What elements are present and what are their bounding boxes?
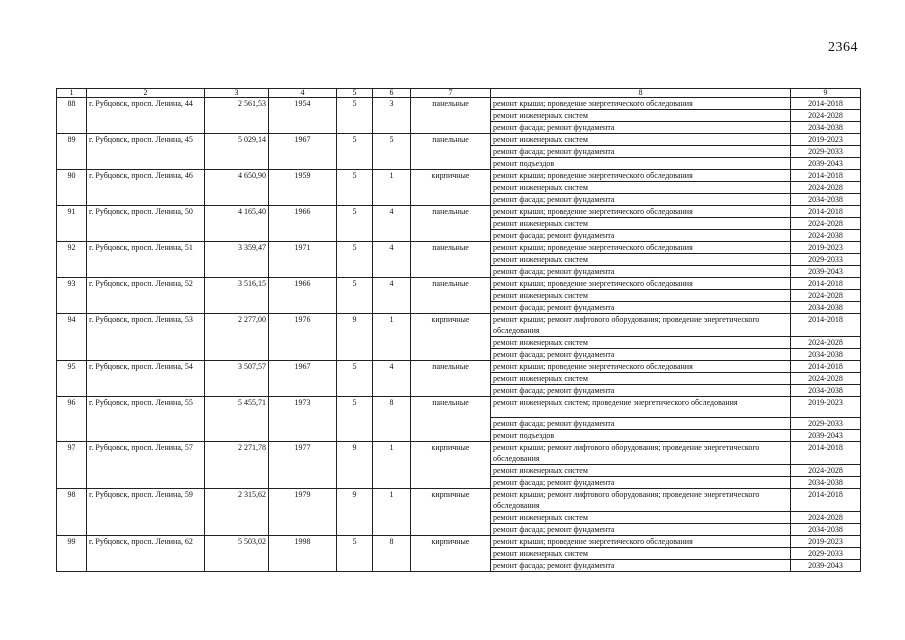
building-address: г. Рубцовск, просп. Ленина, 51 [87,242,205,278]
row-number: 92 [57,242,87,278]
repair-works: ремонт крыши; проведение энергетического обследования [491,536,791,548]
build-year: 1966 [269,206,337,242]
repair-works: ремонт крыши; ремонт лифтового оборудования; проведение энергетического обследования [491,489,791,512]
repair-works: ремонт фасада; ремонт фундамента [491,266,791,278]
build-year: 1998 [269,536,337,572]
col-header: 4 [269,89,337,98]
col-header: 6 [373,89,411,98]
repair-works: ремонт инженерных систем [491,465,791,477]
table-row [57,134,861,146]
wall-material: панельные [411,278,491,314]
repair-period: 2039-2043 [791,266,861,278]
repair-period: 2024-2028 [791,218,861,230]
build-year: 1979 [269,489,337,536]
repair-works: ремонт крыши; ремонт лифтового оборудования; проведение энергетического обследования [491,442,791,465]
entrance-count: 8 [373,536,411,572]
floor-count: 5 [337,134,373,170]
building-address: г. Рубцовск, просп. Ленина, 52 [87,278,205,314]
repair-works: ремонт инженерных систем [491,134,791,146]
building-area: 3 507,57 [205,361,269,397]
repair-works: ремонт инженерных систем [491,548,791,560]
repair-period: 2029-2033 [791,146,861,158]
repair-works: ремонт инженерных систем [491,337,791,349]
repair-works: ремонт фасада; ремонт фундамента [491,146,791,158]
table-row [57,314,861,337]
table-row [57,536,861,548]
entrance-count: 4 [373,361,411,397]
wall-material: панельные [411,397,491,442]
repair-period: 2034-2038 [791,194,861,206]
building-area: 5 029,14 [205,134,269,170]
repair-works: ремонт фасада; ремонт фундамента [491,302,791,314]
wall-material: кирпичные [411,170,491,206]
header-row [57,89,861,98]
build-year: 1966 [269,278,337,314]
repair-period: 2039-2043 [791,430,861,442]
table-row [57,206,861,218]
repair-works: ремонт инженерных систем; проведение энергетического обследования [491,397,791,418]
repair-works: ремонт подъездов [491,430,791,442]
repair-period: 2024-2028 [791,110,861,122]
repair-works: ремонт крыши; проведение энергетического обследования [491,206,791,218]
repair-period: 2014-2018 [791,98,861,110]
col-header: 8 [491,89,791,98]
building-address: г. Рубцовск, просп. Ленина, 54 [87,361,205,397]
building-address: г. Рубцовск, просп. Ленина, 55 [87,397,205,442]
repair-period: 2024-2028 [791,512,861,524]
building-area: 2 315,62 [205,489,269,536]
table-row [57,397,861,418]
row-number: 93 [57,278,87,314]
repair-works: ремонт подъездов [491,158,791,170]
entrance-count: 4 [373,278,411,314]
repair-works: ремонт фасада; ремонт фундамента [491,477,791,489]
entrance-count: 5 [373,134,411,170]
row-number: 95 [57,361,87,397]
entrance-count: 1 [373,442,411,489]
entrance-count: 3 [373,98,411,134]
repair-works: ремонт инженерных систем [491,182,791,194]
building-area: 4 650,90 [205,170,269,206]
table-body [57,98,861,572]
floor-count: 5 [337,536,373,572]
repair-works: ремонт фасада; ремонт фундамента [491,122,791,134]
repair-period: 2019-2023 [791,536,861,548]
repair-period: 2024-2028 [791,373,861,385]
repair-period: 2014-2018 [791,361,861,373]
page-number: 2364 [828,40,858,55]
repair-works: ремонт инженерных систем [491,254,791,266]
repair-works: ремонт крыши; проведение энергетического обследования [491,170,791,182]
repair-period: 2034-2038 [791,122,861,134]
repair-works: ремонт инженерных систем [491,512,791,524]
building-area: 4 165,40 [205,206,269,242]
repair-period: 2014-2018 [791,314,861,337]
floor-count: 9 [337,489,373,536]
build-year: 1959 [269,170,337,206]
repair-works: ремонт фасада; ремонт фундамента [491,194,791,206]
col-header: 7 [411,89,491,98]
table-row [57,278,861,290]
table-row [57,442,861,465]
wall-material: кирпичные [411,489,491,536]
repair-period: 2034-2038 [791,385,861,397]
wall-material: панельные [411,361,491,397]
repair-period: 2019-2023 [791,134,861,146]
repair-works: ремонт фасада; ремонт фундамента [491,560,791,572]
repair-period: 2014-2018 [791,442,861,465]
repair-period: 2029-2033 [791,548,861,560]
repair-period: 2029-2033 [791,254,861,266]
building-address: г. Рубцовск, просп. Ленина, 46 [87,170,205,206]
repair-period: 2024-2028 [791,465,861,477]
row-number: 96 [57,397,87,442]
table-row [57,242,861,254]
floor-count: 5 [337,361,373,397]
col-header: 5 [337,89,373,98]
repair-period: 2014-2018 [791,170,861,182]
build-year: 1973 [269,397,337,442]
building-area: 5 503,02 [205,536,269,572]
row-number: 90 [57,170,87,206]
building-area: 2 277,00 [205,314,269,361]
repair-period: 2029-2033 [791,418,861,430]
building-area: 5 455,71 [205,397,269,442]
entrance-count: 1 [373,489,411,536]
repair-period: 2034-2038 [791,524,861,536]
repair-works: ремонт фасада; ремонт фундамента [491,418,791,430]
building-address: г. Рубцовск, просп. Ленина, 57 [87,442,205,489]
build-year: 1971 [269,242,337,278]
repair-works: ремонт инженерных систем [491,110,791,122]
repair-period: 2034-2038 [791,302,861,314]
build-year: 1967 [269,361,337,397]
col-header: 2 [87,89,205,98]
wall-material: панельные [411,98,491,134]
repair-period: 2014-2018 [791,489,861,512]
floor-count: 5 [337,397,373,442]
wall-material: панельные [411,206,491,242]
row-number: 91 [57,206,87,242]
repair-works: ремонт фасада; ремонт фундамента [491,349,791,361]
row-number: 99 [57,536,87,572]
col-header: 9 [791,89,861,98]
repair-period: 2019-2023 [791,397,861,418]
entrance-count: 1 [373,170,411,206]
build-year: 1954 [269,98,337,134]
building-area: 2 271,78 [205,442,269,489]
entrance-count: 4 [373,206,411,242]
repair-period: 2024-2038 [791,230,861,242]
floor-count: 5 [337,98,373,134]
building-area: 3 359,47 [205,242,269,278]
entrance-count: 8 [373,397,411,442]
building-address: г. Рубцовск, просп. Ленина, 45 [87,134,205,170]
building-address: г. Рубцовск, просп. Ленина, 44 [87,98,205,134]
build-year: 1967 [269,134,337,170]
build-year: 1976 [269,314,337,361]
repair-works: ремонт инженерных систем [491,218,791,230]
repair-works: ремонт инженерных систем [491,290,791,302]
table-row [57,361,861,373]
repair-schedule-table [56,88,861,572]
repair-period: 2034-2038 [791,477,861,489]
col-header: 1 [57,89,87,98]
row-number: 98 [57,489,87,536]
repair-works: ремонт крыши; проведение энергетического обследования [491,361,791,373]
table-row [57,170,861,182]
repair-works: ремонт крыши; проведение энергетического обследования [491,278,791,290]
repair-works: ремонт фасада; ремонт фундамента [491,230,791,242]
repair-works: ремонт фасада; ремонт фундамента [491,385,791,397]
wall-material: панельные [411,134,491,170]
repair-works: ремонт крыши; проведение энергетического обследования [491,242,791,254]
repair-period: 2024-2028 [791,182,861,194]
wall-material: кирпичные [411,442,491,489]
repair-works: ремонт фасада; ремонт фундамента [491,524,791,536]
floor-count: 9 [337,442,373,489]
build-year: 1977 [269,442,337,489]
floor-count: 5 [337,242,373,278]
repair-period: 2024-2028 [791,337,861,349]
repair-period: 2014-2018 [791,278,861,290]
wall-material: кирпичные [411,536,491,572]
repair-works: ремонт крыши; проведение энергетического обследования [491,98,791,110]
wall-material: панельные [411,242,491,278]
repair-period: 2039-2043 [791,560,861,572]
repair-works: ремонт инженерных систем [491,373,791,385]
floor-count: 5 [337,206,373,242]
row-number: 94 [57,314,87,361]
building-address: г. Рубцовск, просп. Ленина, 59 [87,489,205,536]
repair-period: 2034-2038 [791,349,861,361]
floor-count: 9 [337,314,373,361]
building-address: г. Рубцовск, просп. Ленина, 53 [87,314,205,361]
repair-period: 2039-2043 [791,158,861,170]
entrance-count: 4 [373,242,411,278]
entrance-count: 1 [373,314,411,361]
repair-period: 2014-2018 [791,206,861,218]
floor-count: 5 [337,278,373,314]
repair-period: 2019-2023 [791,242,861,254]
table-row [57,489,861,512]
building-address: г. Рубцовск, просп. Ленина, 62 [87,536,205,572]
building-area: 2 561,53 [205,98,269,134]
wall-material: кирпичные [411,314,491,361]
row-number: 89 [57,134,87,170]
row-number: 88 [57,98,87,134]
building-address: г. Рубцовск, просп. Ленина, 50 [87,206,205,242]
row-number: 97 [57,442,87,489]
building-area: 3 516,15 [205,278,269,314]
repair-works: ремонт крыши; ремонт лифтового оборудования; проведение энергетического обследования [491,314,791,337]
repair-period: 2024-2028 [791,290,861,302]
table-row [57,98,861,110]
floor-count: 5 [337,170,373,206]
col-header: 3 [205,89,269,98]
